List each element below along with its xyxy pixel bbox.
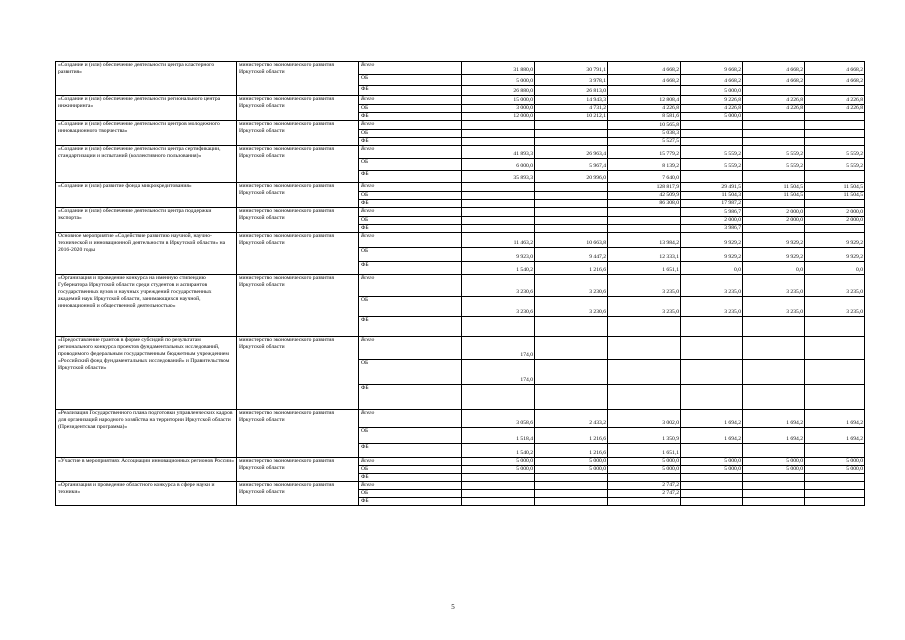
amount-cell: 3 978,1: [535, 75, 608, 86]
amount-cell: 12 808,4: [608, 96, 681, 105]
amount-cell: [608, 498, 681, 506]
amount-cell: [805, 498, 865, 506]
funding-source-cell: Всего: [359, 146, 462, 159]
amount-cell: 4 226,8: [681, 105, 743, 113]
amount-cell: 14 943,3: [535, 96, 608, 105]
funding-source-cell: ФБ: [359, 113, 462, 121]
amount-cell: [535, 490, 608, 498]
activity-name-cell: «Участие в мероприятиях Ассоциации инновационных регионов России»: [56, 458, 237, 482]
executor-cell: министерство экономического развития Иркутской области: [237, 233, 359, 275]
amount-cell: 1 694,2: [743, 410, 805, 428]
amount-cell: 3 230,6: [535, 297, 608, 317]
activity-name-cell: «Реализация Государственного плана подготовки управленческих кадров для организаций народного хозяйства на территории Иркутской области (Президентская программа)»: [56, 410, 237, 458]
amount-cell: 1 216,6: [535, 428, 608, 444]
amount-cell: [608, 385, 681, 410]
amount-cell: 4 226,8: [608, 105, 681, 113]
amount-cell: 8 139,2: [608, 159, 681, 171]
executor-cell: министерство экономического развития Иркутской области: [237, 121, 359, 146]
funding-source-cell: ОБ: [359, 192, 462, 200]
amount-cell: 1 540,2: [462, 262, 535, 275]
amount-cell: 1 694,2: [681, 410, 743, 428]
amount-cell: [805, 225, 865, 233]
funding-source-cell: ФБ: [359, 200, 462, 208]
amount-cell: 4 668,2: [743, 75, 805, 86]
executor-cell: министерство экономического развития Иркутской области: [237, 146, 359, 183]
amount-cell: 41 893,3: [462, 146, 535, 159]
amount-cell: [681, 317, 743, 337]
activity-name-cell: «Создание и (или) обеспечение деятельности центра кластерного развития»: [56, 62, 237, 96]
amount-cell: 9 929,2: [743, 248, 805, 262]
table-row: [56, 233, 865, 248]
amount-cell: 1 694,2: [743, 428, 805, 444]
amount-cell: 1 350,9: [608, 428, 681, 444]
amount-cell: 5 559,2: [681, 146, 743, 159]
funding-source-cell: Всего: [359, 183, 462, 192]
amount-cell: [681, 444, 743, 458]
activity-name-cell: «Создание и (или) обеспечение деятельности центров молодежного инновационного творчества»: [56, 121, 237, 146]
amount-cell: 2 000,0: [681, 217, 743, 225]
amount-cell: 4 668,2: [805, 75, 865, 86]
executor-cell: министерство экономического развития Иркутской области: [237, 275, 359, 337]
amount-cell: [462, 474, 535, 482]
funding-source-cell: ФБ: [359, 444, 462, 458]
amount-cell: [681, 498, 743, 506]
amount-cell: 7 640,0: [608, 171, 681, 183]
amount-cell: 26 813,0: [535, 86, 608, 96]
amount-cell: 174,0: [462, 360, 535, 385]
amount-cell: 11 504,3: [681, 192, 743, 200]
amount-cell: 3 002,0: [608, 410, 681, 428]
amount-cell: 3 986,7: [681, 225, 743, 233]
amount-cell: [743, 225, 805, 233]
funding-source-cell: ФБ: [359, 385, 462, 410]
amount-cell: [805, 200, 865, 208]
funding-source-cell: Всего: [359, 233, 462, 248]
funding-source-cell: Всего: [359, 275, 462, 297]
amount-cell: 86 308,0: [608, 200, 681, 208]
activity-name-cell: «Создание и (или) обеспечение деятельности центра сертификации, стандартизации и испытаний (коллективного пользования)»: [56, 146, 237, 183]
amount-cell: 2 000,0: [805, 208, 865, 217]
amount-cell: [535, 360, 608, 385]
funding-source-cell: ОБ: [359, 248, 462, 262]
amount-cell: [805, 138, 865, 146]
amount-cell: 3 235,0: [743, 297, 805, 317]
table-row: [56, 62, 865, 75]
amount-cell: 11 463,2: [462, 233, 535, 248]
amount-cell: 5 527,5: [608, 138, 681, 146]
amount-cell: [805, 360, 865, 385]
funding-source-cell: ОБ: [359, 490, 462, 498]
amount-cell: [805, 113, 865, 121]
amount-cell: 9 929,2: [805, 248, 865, 262]
amount-cell: 10 663,8: [535, 233, 608, 248]
amount-cell: 4 668,2: [608, 62, 681, 75]
amount-cell: [608, 337, 681, 360]
amount-cell: 9 923,0: [462, 248, 535, 262]
amount-cell: 4 668,2: [743, 62, 805, 75]
amount-cell: 3 000,0: [462, 105, 535, 113]
amount-cell: [743, 482, 805, 490]
amount-cell: [681, 171, 743, 183]
funding-source-cell: Всего: [359, 96, 462, 105]
amount-cell: 5 038,3: [608, 130, 681, 138]
amount-cell: 2 000,0: [805, 217, 865, 225]
amount-cell: 29 491,5: [681, 183, 743, 192]
amount-cell: 1 694,2: [805, 428, 865, 444]
amount-cell: [535, 121, 608, 130]
amount-cell: [535, 474, 608, 482]
amount-cell: [805, 171, 865, 183]
amount-cell: [462, 183, 535, 192]
amount-cell: [743, 474, 805, 482]
amount-cell: [681, 130, 743, 138]
amount-cell: 5 000,0: [608, 466, 681, 474]
amount-cell: 3 235,0: [608, 297, 681, 317]
funding-source-cell: ФБ: [359, 86, 462, 96]
amount-cell: 5 967,4: [535, 159, 608, 171]
funding-source-cell: ФБ: [359, 262, 462, 275]
amount-cell: [535, 217, 608, 225]
amount-cell: 5 000,0: [681, 113, 743, 121]
amount-cell: [743, 385, 805, 410]
amount-cell: 11 504,5: [805, 192, 865, 200]
amount-cell: [805, 444, 865, 458]
amount-cell: [743, 498, 805, 506]
amount-cell: [535, 192, 608, 200]
amount-cell: 4 668,2: [681, 75, 743, 86]
amount-cell: 2 433,2: [535, 410, 608, 428]
amount-cell: 4 226,8: [743, 105, 805, 113]
amount-cell: 1 216,6: [535, 444, 608, 458]
amount-cell: 42 509,9: [608, 192, 681, 200]
amount-cell: [535, 208, 608, 217]
amount-cell: 15 000,0: [462, 96, 535, 105]
activity-name-cell: «Создание и (или) обеспечение деятельности регионального центра инжиниринга»: [56, 96, 237, 121]
amount-cell: 15 779,2: [608, 146, 681, 159]
funding-source-cell: Всего: [359, 410, 462, 428]
funding-source-cell: Всего: [359, 208, 462, 217]
funding-source-cell: ОБ: [359, 105, 462, 113]
amount-cell: 3 235,0: [681, 275, 743, 297]
amount-cell: 5 000,0: [743, 466, 805, 474]
amount-cell: [743, 337, 805, 360]
amount-cell: 13 984,2: [608, 233, 681, 248]
amount-cell: 1 651,1: [608, 262, 681, 275]
amount-cell: 3 235,0: [805, 297, 865, 317]
table-row: [56, 121, 865, 130]
amount-cell: 5 000,0: [681, 86, 743, 96]
amount-cell: 0,0: [681, 262, 743, 275]
amount-cell: [462, 121, 535, 130]
amount-cell: [805, 130, 865, 138]
activity-name-cell: «Предоставление грантов в форме субсидий по результатам регионального конкурса проектов фундаментальных исследований, проводимого федеральным государственным бюджетным учреждением «Российский фонд фундаментальных исследований» и Правительством Иркутской области»: [56, 337, 237, 410]
executor-cell: министерство экономического развития Иркутской области: [237, 62, 359, 96]
amount-cell: 0,0: [743, 262, 805, 275]
amount-cell: [462, 130, 535, 138]
funding-source-cell: ФБ: [359, 225, 462, 233]
executor-cell: министерство экономического развития Иркутской области: [237, 482, 359, 506]
amount-cell: [608, 86, 681, 96]
amount-cell: [743, 86, 805, 96]
amount-cell: 5 559,2: [681, 159, 743, 171]
amount-cell: [743, 317, 805, 337]
amount-cell: [462, 200, 535, 208]
amount-cell: 2 747,2: [608, 482, 681, 490]
amount-cell: 3 235,0: [743, 275, 805, 297]
amount-cell: 26 880,0: [462, 86, 535, 96]
funding-source-cell: ФБ: [359, 171, 462, 183]
amount-cell: 1 518,4: [462, 428, 535, 444]
activity-name-cell: «Создание и (или) развитие фонда микрокредитования»: [56, 183, 237, 208]
amount-cell: [681, 490, 743, 498]
amount-cell: 5 000,0: [462, 458, 535, 466]
amount-cell: 174,0: [462, 337, 535, 360]
amount-cell: 5 000,0: [805, 466, 865, 474]
amount-cell: 35 893,3: [462, 171, 535, 183]
amount-cell: 5 000,0: [535, 458, 608, 466]
table-row: [56, 410, 865, 428]
amount-cell: 9 929,2: [805, 233, 865, 248]
amount-cell: 20 996,0: [535, 171, 608, 183]
funding-source-cell: ОБ: [359, 217, 462, 225]
executor-cell: министерство экономического развития Иркутской области: [237, 183, 359, 208]
amount-cell: 1 651,1: [608, 444, 681, 458]
amount-cell: [681, 482, 743, 490]
amount-cell: [805, 121, 865, 130]
amount-cell: 4 731,2: [535, 105, 608, 113]
amount-cell: [743, 171, 805, 183]
amount-cell: 1 540,2: [462, 444, 535, 458]
amount-cell: 9 929,2: [681, 248, 743, 262]
amount-cell: [535, 482, 608, 490]
amount-cell: 17 987,2: [681, 200, 743, 208]
amount-cell: 3 230,6: [535, 275, 608, 297]
table-row: [56, 96, 865, 105]
amount-cell: 5 000,0: [743, 458, 805, 466]
amount-cell: 3 058,6: [462, 410, 535, 428]
amount-cell: 26 963,4: [535, 146, 608, 159]
amount-cell: [462, 225, 535, 233]
funding-source-cell: Всего: [359, 121, 462, 130]
table-row: [56, 337, 865, 360]
funding-source-cell: ФБ: [359, 317, 462, 337]
amount-cell: 9 929,2: [681, 233, 743, 248]
amount-cell: [805, 317, 865, 337]
funding-source-cell: ОБ: [359, 297, 462, 317]
funding-source-cell: Всего: [359, 482, 462, 490]
amount-cell: 3 235,0: [608, 275, 681, 297]
amount-cell: [805, 385, 865, 410]
amount-cell: [462, 208, 535, 217]
amount-cell: [743, 360, 805, 385]
amount-cell: 4 226,8: [805, 96, 865, 105]
amount-cell: 30 791,1: [535, 62, 608, 75]
amount-cell: 6 000,0: [462, 159, 535, 171]
amount-cell: [535, 337, 608, 360]
amount-cell: [608, 225, 681, 233]
amount-cell: 0,0: [805, 262, 865, 275]
amount-cell: [462, 317, 535, 337]
amount-cell: 4 226,8: [743, 96, 805, 105]
amount-cell: 31 880,0: [462, 62, 535, 75]
amount-cell: 5 000,0: [462, 466, 535, 474]
amount-cell: 3 235,0: [805, 275, 865, 297]
executor-cell: министерство экономического развития Иркутской области: [237, 337, 359, 410]
amount-cell: [535, 498, 608, 506]
funding-source-cell: ОБ: [359, 466, 462, 474]
activity-name-cell: «Организация и проведение конкурса на именную стипендию Губернатора Иркутской области среди студентов и аспирантов государственных вузов и научных учреждений государственных академий наук Иркутской области, занимающихся научной, инновационной и общественной деятельностью»: [56, 275, 237, 337]
amount-cell: [805, 474, 865, 482]
amount-cell: 5 559,2: [805, 159, 865, 171]
amount-cell: [535, 138, 608, 146]
amount-cell: [535, 183, 608, 192]
amount-cell: 5 000,0: [462, 75, 535, 86]
amount-cell: [681, 474, 743, 482]
amount-cell: 2 747,2: [608, 490, 681, 498]
amount-cell: [462, 138, 535, 146]
amount-cell: 11 504,5: [805, 183, 865, 192]
amount-cell: 5 000,0: [681, 466, 743, 474]
amount-cell: [743, 138, 805, 146]
amount-cell: [462, 490, 535, 498]
amount-cell: [743, 113, 805, 121]
amount-cell: [462, 217, 535, 225]
amount-cell: [608, 360, 681, 385]
funding-source-cell: ОБ: [359, 159, 462, 171]
funding-source-cell: Всего: [359, 458, 462, 466]
amount-cell: 3 230,6: [462, 297, 535, 317]
amount-cell: [608, 317, 681, 337]
amount-cell: 5 559,2: [743, 159, 805, 171]
amount-cell: [681, 337, 743, 360]
amount-cell: 3 235,0: [681, 297, 743, 317]
executor-cell: министерство экономического развития Иркутской области: [237, 96, 359, 121]
amount-cell: 5 986,7: [681, 208, 743, 217]
amount-cell: [608, 217, 681, 225]
amount-cell: 5 000,0: [681, 458, 743, 466]
executor-cell: министерство экономического развития Иркутской области: [237, 208, 359, 233]
funding-source-cell: Всего: [359, 62, 462, 75]
funding-source-cell: ФБ: [359, 138, 462, 146]
amount-cell: [462, 192, 535, 200]
budget-table: [55, 61, 865, 506]
amount-cell: [535, 130, 608, 138]
funding-source-cell: ФБ: [359, 474, 462, 482]
amount-cell: [743, 200, 805, 208]
amount-cell: [535, 317, 608, 337]
amount-cell: 1 694,2: [681, 428, 743, 444]
activity-name-cell: «Организация и проведение областного конкурса в сфере науки и техники»: [56, 482, 237, 506]
amount-cell: 11 504,5: [743, 183, 805, 192]
amount-cell: [743, 490, 805, 498]
table-row: [56, 482, 865, 490]
funding-source-cell: ОБ: [359, 75, 462, 86]
amount-cell: 2 000,0: [743, 217, 805, 225]
amount-cell: 3 230,6: [462, 275, 535, 297]
table-row: [56, 208, 865, 217]
amount-cell: 1 694,2: [805, 410, 865, 428]
amount-cell: 8 581,6: [608, 113, 681, 121]
funding-source-cell: ФБ: [359, 498, 462, 506]
amount-cell: [462, 498, 535, 506]
amount-cell: 1 216,6: [535, 262, 608, 275]
amount-cell: 4 668,2: [608, 75, 681, 86]
activity-name-cell: «Создание и (или) обеспечение деятельности центра поддержки экспорта»: [56, 208, 237, 233]
amount-cell: [608, 474, 681, 482]
table-row: [56, 146, 865, 159]
amount-cell: [681, 385, 743, 410]
amount-cell: [608, 208, 681, 217]
amount-cell: 2 000,0: [743, 208, 805, 217]
amount-cell: [805, 490, 865, 498]
funding-source-cell: ОБ: [359, 130, 462, 138]
table-row: [56, 183, 865, 192]
executor-cell: министерство экономического развития Иркутской области: [237, 410, 359, 458]
activity-name-cell: Основное мероприятие «Содействие развитию научной, научно-технической и инновационной деятельности в Иркутской области» на 2016-2020 годы: [56, 233, 237, 275]
page-number: 5: [451, 603, 455, 611]
amount-cell: [535, 225, 608, 233]
funding-source-cell: ОБ: [359, 360, 462, 385]
amount-cell: 9 929,2: [743, 233, 805, 248]
amount-cell: [462, 385, 535, 410]
amount-cell: 9 668,2: [681, 62, 743, 75]
executor-cell: министерство экономического развития Иркутской области: [237, 458, 359, 482]
funding-source-cell: ОБ: [359, 428, 462, 444]
amount-cell: 5 000,0: [535, 466, 608, 474]
amount-cell: 5 000,0: [608, 458, 681, 466]
amount-cell: [743, 121, 805, 130]
amount-cell: 12 000,0: [462, 113, 535, 121]
amount-cell: [681, 121, 743, 130]
amount-cell: 5 559,2: [743, 146, 805, 159]
amount-cell: [805, 86, 865, 96]
amount-cell: [743, 130, 805, 138]
amount-cell: [462, 482, 535, 490]
amount-cell: [535, 385, 608, 410]
amount-cell: 128 817,9: [608, 183, 681, 192]
amount-cell: 9 226,8: [681, 96, 743, 105]
amount-cell: [535, 200, 608, 208]
amount-cell: 11 504,5: [743, 192, 805, 200]
table-row: [56, 458, 865, 466]
table-row: [56, 275, 865, 297]
amount-cell: 12 333,1: [608, 248, 681, 262]
amount-cell: 4 668,2: [805, 62, 865, 75]
amount-cell: 4 226,8: [805, 105, 865, 113]
funding-source-cell: Всего: [359, 337, 462, 360]
amount-cell: 5 000,0: [805, 458, 865, 466]
amount-cell: [743, 444, 805, 458]
amount-cell: [805, 337, 865, 360]
amount-cell: 10 212,1: [535, 113, 608, 121]
amount-cell: [681, 138, 743, 146]
amount-cell: [681, 360, 743, 385]
amount-cell: [805, 482, 865, 490]
amount-cell: 9 447,2: [535, 248, 608, 262]
amount-cell: 5 559,2: [805, 146, 865, 159]
amount-cell: 10 565,8: [608, 121, 681, 130]
